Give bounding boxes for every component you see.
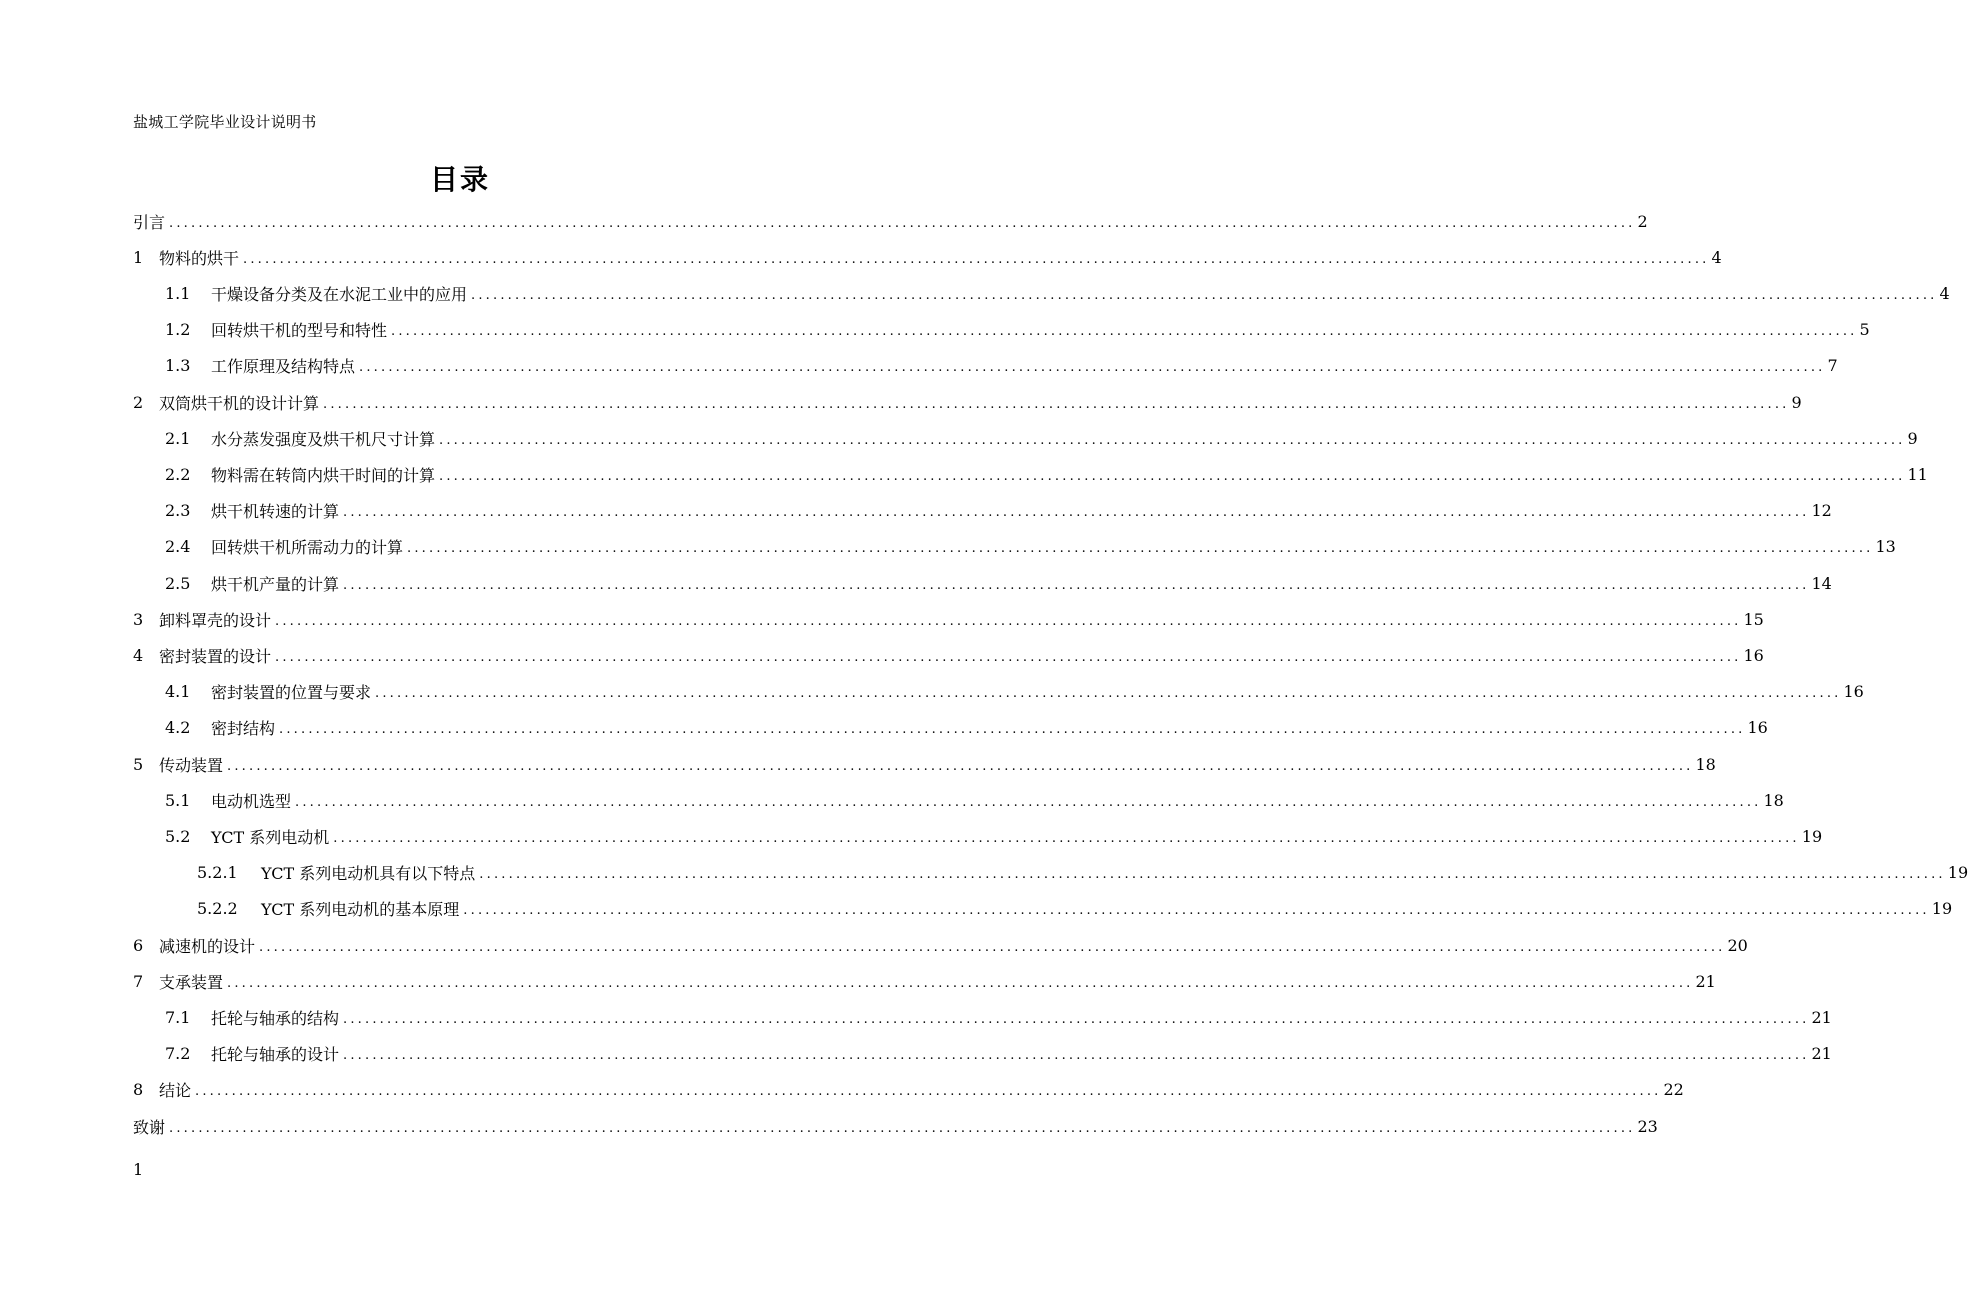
toc-entry-page: 21 [1811, 1044, 1832, 1064]
toc-entry[interactable] [165, 317, 1870, 343]
toc-leader-dots: ........................................................................................................................................................................................................ [259, 939, 1726, 955]
toc-entry-number: 7 [133, 971, 144, 991]
toc-entry[interactable] [165, 353, 1838, 379]
toc-entry-number: 5.2.1 [197, 863, 238, 883]
page-number: 1 [133, 1160, 144, 1179]
toc-entry[interactable] [133, 932, 1748, 958]
toc-entry[interactable] [133, 751, 1716, 777]
toc-entry[interactable] [165, 787, 1784, 813]
toc-entry-title: 密封结构 [211, 719, 276, 739]
toc-leader-dots: ........................................................................................................................................................................................................ [279, 722, 1746, 738]
toc-entry[interactable] [165, 1004, 1832, 1030]
toc-entry-number: 4 [133, 645, 144, 665]
toc-leader-dots: ........................................................................................................................................................................................................ [343, 1048, 1810, 1064]
toc-entry-number: 5.2.2 [197, 899, 238, 919]
toc-leader-dots: ........................................................................................................................................................................................................ [343, 1011, 1810, 1027]
toc-entry-title: 支承装置 [159, 972, 224, 992]
toc-entry-number: 1.2 [165, 320, 191, 340]
toc-entry[interactable] [165, 280, 1950, 306]
toc-leader-dots: ........................................................................................................................................................................................................ [243, 251, 1710, 267]
toc-entry-page: 12 [1811, 501, 1832, 521]
toc-leader-dots: ........................................................................................................................................................................................................ [195, 1084, 1662, 1100]
toc-entry-page: 19 [1801, 826, 1823, 846]
toc-entry-page: 18 [1763, 790, 1784, 810]
toc-entry[interactable] [165, 715, 1768, 741]
page-header: 盐城工学院毕业设计说明书 [133, 113, 317, 131]
toc-entry-number: 5.1 [165, 790, 191, 810]
toc-leader-dots: ........................................................................................................................................................................................................ [471, 287, 1938, 303]
toc-entry-title: 密封装置的设计 [159, 646, 272, 666]
toc-leader-dots: ........................................................................................................................................................................................................ [439, 468, 1906, 484]
toc-leader-dots: ........................................................................................................................................................................................................ [227, 975, 1694, 991]
toc-entry[interactable] [165, 823, 1823, 849]
toc-entry-title: 物料的烘干 [159, 248, 240, 268]
toc-entry-title: 回转烘干机的型号和特性 [211, 321, 388, 341]
toc-entry-title: 工作原理及结构特点 [211, 357, 356, 377]
toc-entry-title: YCT 系列电动机的基本原理 [261, 900, 460, 920]
toc-leader-dots: ........................................................................................................................................................................................................ [343, 577, 1810, 593]
toc-leader-dots: ........................................................................................................................................................................................................ [375, 686, 1842, 702]
toc-entry-number: 2.3 [165, 501, 191, 521]
toc-entry-number: 5.2 [165, 826, 191, 846]
toc-leader-dots: ........................................................................................................................................................................................................ [333, 830, 1800, 846]
toc-entry-page: 7 [1827, 356, 1838, 376]
toc-entry-page: 21 [1811, 1007, 1832, 1027]
toc-entry-title: 烘干机转速的计算 [211, 502, 340, 522]
toc-leader-dots: ........................................................................................................................................................................................................ [439, 432, 1906, 448]
toc-entry-title: 结论 [159, 1081, 192, 1101]
toc-entry-number: 1.3 [165, 356, 191, 376]
toc-entry-number: 4.2 [165, 718, 191, 738]
toc-entry-page: 14 [1811, 573, 1832, 593]
toc-entry-page: 20 [1727, 935, 1748, 955]
toc-entry-number: 7.2 [165, 1044, 191, 1064]
toc-entry-number: 4.1 [165, 682, 191, 702]
toc-entry-title: 干燥设备分类及在水泥工业中的应用 [211, 284, 468, 304]
toc-entry-page: 16 [1743, 645, 1764, 665]
toc-entry-title: 卸料罩壳的设计 [159, 610, 272, 630]
toc-entry-page: 22 [1663, 1080, 1684, 1100]
toc-entry[interactable] [133, 1077, 1684, 1103]
toc-entry-number: 1.1 [165, 283, 191, 303]
toc-leader-dots: ........................................................................................................................................................................................................ [463, 903, 1930, 919]
toc-entry-page: 23 [1637, 1116, 1658, 1136]
toc-entry-title: 水分蒸发强度及烘干机尺寸计算 [211, 429, 436, 449]
toc-entry-page: 9 [1791, 392, 1802, 412]
toc-entry[interactable] [133, 1113, 1658, 1139]
toc-entry-title: 传动装置 [159, 755, 224, 775]
toc-entry[interactable] [165, 570, 1832, 596]
toc-leader-dots: ........................................................................................................................................................................................................ [391, 324, 1858, 340]
toc-entry-page: 2 [1637, 211, 1648, 231]
toc-entry[interactable] [165, 461, 1928, 487]
toc-entry-title: 烘干机产量的计算 [211, 574, 340, 594]
toc-leader-dots: ........................................................................................................................................................................................................ [275, 613, 1742, 629]
toc-entry[interactable] [165, 498, 1832, 524]
toc-entry-page: 18 [1695, 754, 1716, 774]
toc-entry[interactable] [165, 534, 1896, 560]
toc-entry-page: 19 [1931, 899, 1953, 919]
toc-entry-title: 致谢 [133, 1117, 166, 1137]
toc-entry-page: 15 [1743, 609, 1764, 629]
toc-entry[interactable] [133, 606, 1764, 632]
toc-entry-title: YCT 系列电动机具有以下特点 [261, 864, 476, 884]
toc-entry-number: 2.2 [165, 464, 191, 484]
toc-entry-page: 4 [1939, 283, 1950, 303]
toc-entry-title: YCT 系列电动机 [211, 827, 330, 847]
toc-entry[interactable] [165, 425, 1918, 451]
toc-entry-page: 5 [1859, 320, 1870, 340]
toc-leader-dots: ........................................................................................................................................................................................................ [295, 794, 1762, 810]
toc-entry-page: 9 [1907, 428, 1918, 448]
page-title: 目录 [429, 163, 490, 196]
toc-entry-title: 电动机选型 [211, 791, 292, 811]
toc-entry-page: 16 [1747, 718, 1768, 738]
toc-entry-title: 密封装置的位置与要求 [211, 683, 372, 703]
toc-leader-dots: ........................................................................................................................................................................................................ [407, 541, 1874, 557]
toc-entry[interactable] [133, 389, 1802, 415]
toc-entry-number: 8 [133, 1080, 144, 1100]
toc-entry-title: 引言 [133, 212, 166, 232]
toc-entry[interactable] [197, 860, 1968, 886]
toc-entry-title: 托轮与轴承的结构 [211, 1008, 340, 1028]
toc-entry-number: 2.1 [165, 428, 191, 448]
toc-entry[interactable] [133, 968, 1716, 994]
toc-entry-page: 21 [1695, 971, 1716, 991]
toc-entry[interactable] [133, 642, 1764, 668]
toc-entry[interactable] [165, 679, 1864, 705]
toc-entry[interactable] [197, 896, 1953, 922]
toc-leader-dots: ........................................................................................................................................................................................................ [343, 505, 1810, 521]
toc-entry-number: 3 [133, 609, 144, 629]
toc-entry-title: 回转烘干机所需动力的计算 [211, 538, 404, 558]
toc-entry[interactable] [133, 208, 1648, 234]
toc-entry-title: 托轮与轴承的设计 [211, 1045, 340, 1065]
toc-entry-page: 13 [1875, 537, 1896, 557]
toc-entry-number: 6 [133, 935, 144, 955]
toc-entry[interactable] [133, 244, 1722, 270]
toc-entry-page: 4 [1711, 247, 1722, 267]
toc-leader-dots: ........................................................................................................................................................................................................ [227, 758, 1694, 774]
toc-entry-number: 7.1 [165, 1007, 191, 1027]
toc-entry-title: 减速机的设计 [159, 936, 256, 956]
toc-entry-number: 5 [133, 754, 144, 774]
toc-entry-number: 2.5 [165, 573, 191, 593]
toc-entry-title: 物料需在转筒内烘干时间的计算 [211, 465, 436, 485]
toc-leader-dots: ........................................................................................................................................................................................................ [479, 867, 1946, 883]
toc-leader-dots: ........................................................................................................................................................................................................ [275, 649, 1742, 665]
toc-entry[interactable] [165, 1041, 1832, 1067]
toc-leader-dots: ........................................................................................................................................................................................................ [169, 215, 1636, 231]
toc-entry-number: 2 [133, 392, 144, 412]
toc-leader-dots: ........................................................................................................................................................................................................ [323, 396, 1790, 412]
toc-entry-number: 1 [133, 247, 144, 267]
toc-entry-page: 11 [1907, 464, 1928, 484]
toc-leader-dots: ........................................................................................................................................................................................................ [359, 360, 1826, 376]
toc-entry-page: 19 [1947, 863, 1968, 883]
toc-entry-title: 双筒烘干机的设计计算 [159, 393, 320, 413]
toc-leader-dots: ........................................................................................................................................................................................................ [169, 1120, 1636, 1136]
toc-entry-number: 2.4 [165, 537, 191, 557]
toc-entry-page: 16 [1843, 682, 1864, 702]
